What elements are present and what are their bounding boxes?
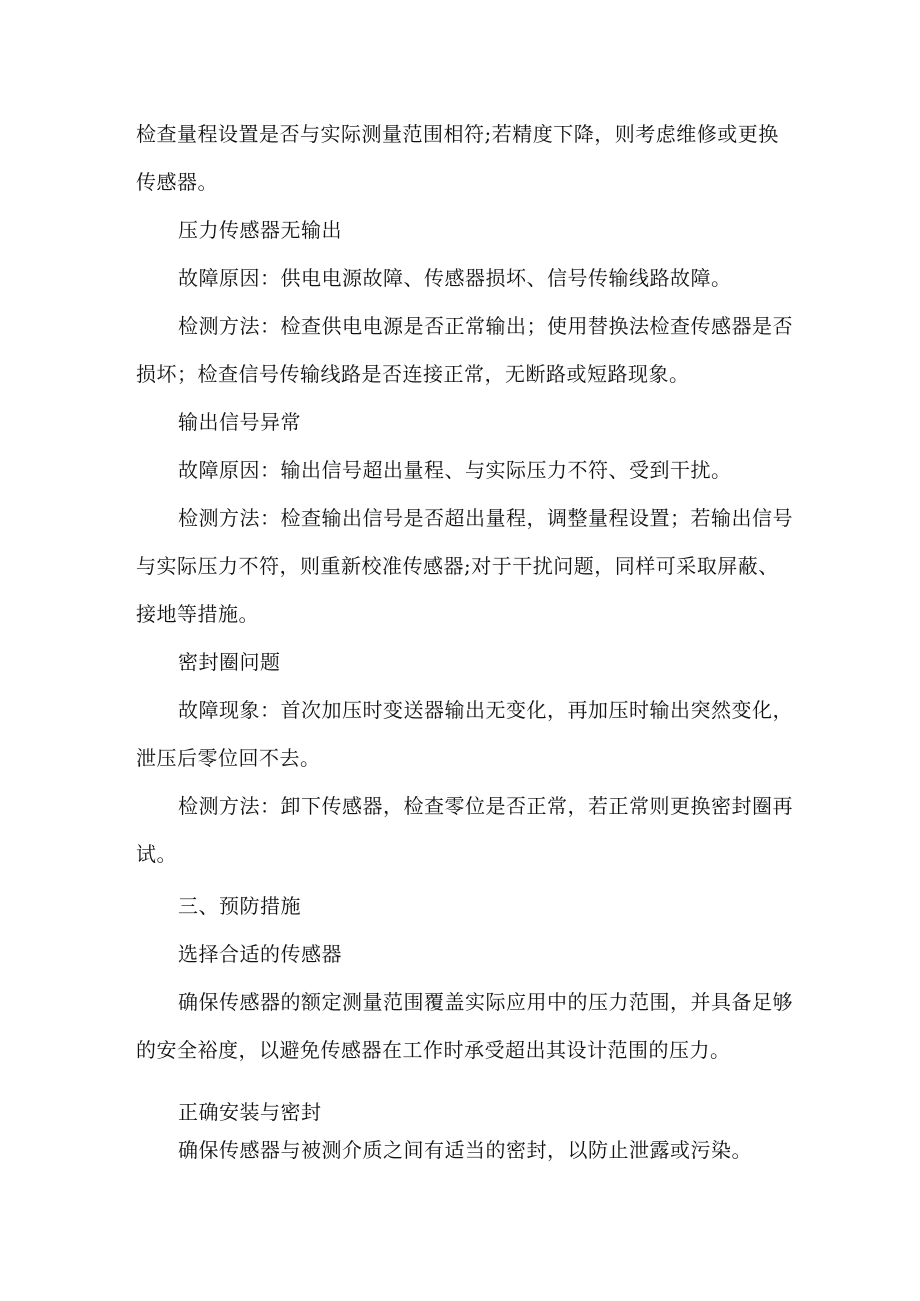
heading-abnormal-signal: 输出信号异常 — [178, 410, 301, 434]
paragraph-no-output-method: 检测方法：检查供电电源是否正常输出；使用替换法检查传感器是否损坏；检查信号传输线路是否连接正常，无断路或短路现象。 — [136, 314, 793, 386]
paragraph-abnormal-signal-method: 检测方法：检查输出信号是否超出量程，调整量程设置；若输出信号与实际压力不符，则重新校准传感器;对于干扰问题，同样可采取屏蔽、接地等措施。 — [136, 506, 793, 626]
heading-install-seal: 正确安装与密封 — [178, 1100, 322, 1124]
paragraph-seal-ring-symptom: 故障现象：首次加压时变送器输出无变化，再加压时输出突然变化，泄压后零位回不去。 — [136, 698, 793, 770]
paragraph-range-check: 检查量程设置是否与实际测量范围相符;若精度下降，则考虑维修或更换传感器。 — [136, 122, 779, 194]
heading-seal-ring: 密封圈问题 — [178, 650, 281, 674]
paragraph-no-output-cause: 故障原因：供电电源故障、传感器损坏、信号传输线路故障。 — [178, 266, 732, 290]
paragraph-select-sensor: 确保传感器的额定测量范围覆盖实际应用中的压力范围，并具备足够的安全裕度，以避免传感器在工作时承受超出其设计范围的压力。 — [136, 990, 793, 1062]
paragraph-install-seal: 确保传感器与被测介质之间有适当的密封，以防止泄露或污染。 — [178, 1138, 752, 1162]
paragraph-seal-ring-method: 检测方法：卸下传感器，检查零位是否正常，若正常则更换密封圈再试。 — [136, 794, 793, 866]
heading-no-output: 压力传感器无输出 — [178, 218, 342, 242]
section-title-prevention: 三、预防措施 — [178, 894, 301, 918]
paragraph-abnormal-signal-cause: 故障原因：输出信号超出量程、与实际压力不符、受到干扰。 — [178, 458, 732, 482]
heading-select-sensor: 选择合适的传感器 — [178, 942, 342, 966]
